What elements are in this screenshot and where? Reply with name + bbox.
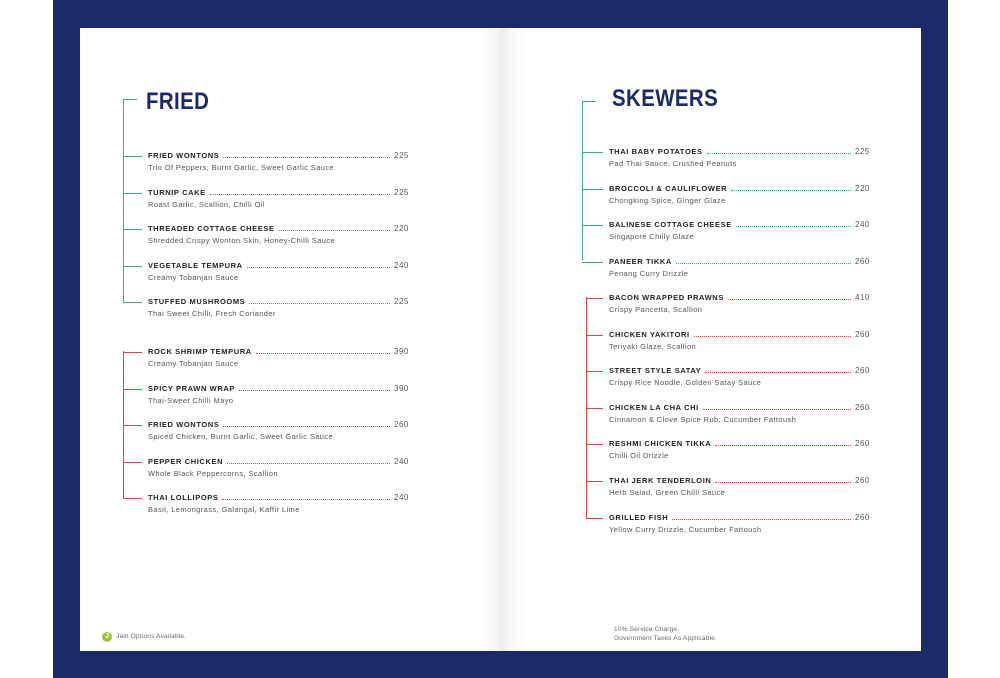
item-description: Basil, Lemongrass, Galangal, Kaffir Lime [148,505,300,515]
item-price: 220 [394,224,409,234]
bracket-tick [123,352,142,353]
item-description: Yellow Curry Drizzle, Cucumber Fattoush [609,524,762,534]
item-name: BROCCOLI & CAULIFLOWER [609,183,728,193]
section-title-fried: FRIED [146,88,210,115]
item-leader-dots [256,353,390,354]
item-description: Pad Thai Sauce, Crushed Peanuts [609,159,737,168]
menu-item [148,456,409,487]
menu-item [609,147,870,177]
item-name: SPICY PRAWN WRAP [148,383,235,393]
menu-item [609,220,870,250]
bracket-tick [586,298,603,299]
menu-item [148,420,409,450]
item-leader-dots [705,372,851,373]
item-name: FRIED WONTONS [148,151,220,160]
item-leader-dots [694,336,851,337]
item-description: Cinnamon & Clove Spice Rub, Cucumber Fattoush [609,414,797,424]
bracket-tick [582,152,603,153]
item-description: Whole Black Peppercorns, Scallion [148,468,278,478]
item-leader-dots [715,445,851,446]
item-price: 240 [394,260,409,270]
bracket-tick [586,518,603,519]
veg-bracket [123,99,124,302]
menu-item [609,439,870,469]
item-price: 410 [855,293,870,302]
menu-item [609,329,870,360]
bracket-tick [123,389,142,390]
section-title-skewers: SKEWERS [612,85,719,112]
bracket-tick [123,302,142,303]
item-description: Roast Garlic, Scallion, Chilli Oil [148,199,265,209]
item-description: Shredded Crispy Wonton Skin, Honey-Chilli Sauce [148,236,336,246]
item-leader-dots [223,426,390,427]
item-price: 225 [394,187,409,197]
item-price: 240 [394,456,409,466]
bracket-tick [123,425,142,426]
item-leader-dots [676,263,851,264]
item-price: 260 [855,476,870,485]
menu-item [148,187,409,218]
item-description: Thai Sweet Chilli, Fresh Coriander [148,309,276,319]
jain-icon: J [102,632,112,642]
item-description: Chilli Oil Drizzle [609,451,669,461]
item-price: 225 [394,297,409,307]
item-leader-dots [672,519,851,520]
item-leader-dots [703,409,851,410]
service-line-1: 10% Service Charge. [614,626,680,633]
item-price: 260 [855,256,870,266]
item-price: 260 [394,420,409,430]
item-leader-dots [249,303,390,304]
item-leader-dots [239,390,390,391]
item-leader-dots [222,499,390,500]
menu-item [609,402,870,433]
menu-item [148,383,409,414]
service-charge-note [614,625,717,643]
menu-item [609,366,870,396]
menu-item [148,347,409,377]
item-name: STREET STYLE SATAY [609,366,702,376]
item-name: BALINESE COTTAGE CHEESE [609,220,732,230]
item-price: 390 [394,347,409,356]
item-description: Crispy Rice Noodle, Golden Satay Sauce [609,378,762,388]
item-price: 260 [855,402,870,412]
item-leader-dots [223,157,390,158]
item-description: Spiced Chicken, Burnt Garlic, Sweet Garlic Sauce [148,432,334,442]
item-leader-dots [210,194,390,195]
item-name: BACON WRAPPED PRAWNS [609,293,724,302]
bracket-tick [123,193,142,194]
item-description: Chongking Spice, Ginger Glaze [609,195,726,205]
item-name: THREADED COTTAGE CHEESE [148,224,275,234]
item-name: THAI BABY POTATOES [609,147,703,156]
item-name: THAI JERK TENDERLOIN [609,476,712,485]
item-description: Crispy Pancetta, Scallion [609,305,703,314]
item-leader-dots [707,153,851,154]
menu-item [609,512,870,543]
jain-note: Jain Options Available. [116,633,187,640]
menu-item [609,293,870,323]
item-leader-dots [736,226,851,227]
item-description: Creamy Tobanjan Sauce [148,272,239,282]
veg-bracket-top [582,101,596,102]
item-description: Thai-Sweet Chilli Mayo [148,395,234,405]
item-description: Herb Salad, Green Chilli Sauce [609,488,726,497]
item-price: 240 [394,493,409,503]
item-price: 260 [855,512,870,522]
item-leader-dots [227,463,390,464]
item-name: PANEER TIKKA [609,256,672,266]
bracket-tick [586,371,603,372]
service-line-2: Government Taxes As Applicable. [614,635,717,642]
bracket-tick [586,335,603,336]
item-name: TURNIP CAKE [148,187,206,197]
item-description: Teriyaki Glaze, Scallion [609,341,697,351]
item-price: 390 [394,383,409,393]
item-name: CHICKEN YAKITORI [609,329,690,339]
item-name: PEPPER CHICKEN [148,456,224,466]
item-name: VEGETABLE TEMPURA [148,260,243,270]
bracket-tick [586,408,603,409]
item-name: THAI LOLLIPOPS [148,493,219,503]
bracket-tick [582,225,603,226]
item-name: STUFFED MUSHROOMS [148,297,246,307]
item-name: CHICKEN LA CHA CHI [609,402,699,412]
menu-item [148,224,409,254]
item-leader-dots [731,190,851,191]
item-name: FRIED WONTONS [148,420,220,430]
item-price: 225 [855,147,870,156]
menu-item [609,256,870,287]
bracket-tick [123,266,142,267]
item-description: Creamy Tobanjan Sauce [148,359,239,368]
item-leader-dots [247,267,390,268]
item-name: RESHMI CHICKEN TIKKA [609,439,712,449]
item-leader-dots [728,299,851,300]
item-description: Singapore Chilly Glaze [609,232,695,242]
menu-item [148,260,409,291]
veg-bracket-top [123,99,137,100]
menu-item [148,151,409,181]
bracket-tick [123,498,142,499]
veg-bracket [582,101,583,260]
item-name: ROCK SHRIMP TEMPURA [148,347,252,356]
item-name: GRILLED FISH [609,512,669,522]
menu-page-fried [80,28,500,651]
bracket-tick [582,189,603,190]
menu-item [609,476,870,506]
item-price: 260 [855,366,870,376]
item-description: Trio Of Peppers, Burnt Garlic, Sweet Garlic Sauce [148,163,335,172]
item-leader-dots [715,482,851,483]
item-price: 260 [855,439,870,449]
menu-item [148,297,409,327]
item-price: 260 [855,329,870,339]
bracket-tick [586,444,603,445]
item-price: 240 [855,220,870,230]
bracket-tick [586,481,603,482]
menu-item [609,183,870,214]
bracket-tick [123,156,142,157]
item-price: 220 [855,183,870,193]
menu-item [148,493,409,523]
item-leader-dots [279,230,390,231]
bracket-tick [582,262,603,263]
menu-page-skewers [500,28,921,651]
item-description: Penang Curry Drizzle [609,268,689,278]
bracket-tick [123,229,142,230]
item-price: 225 [394,151,409,160]
bracket-tick [123,462,142,463]
